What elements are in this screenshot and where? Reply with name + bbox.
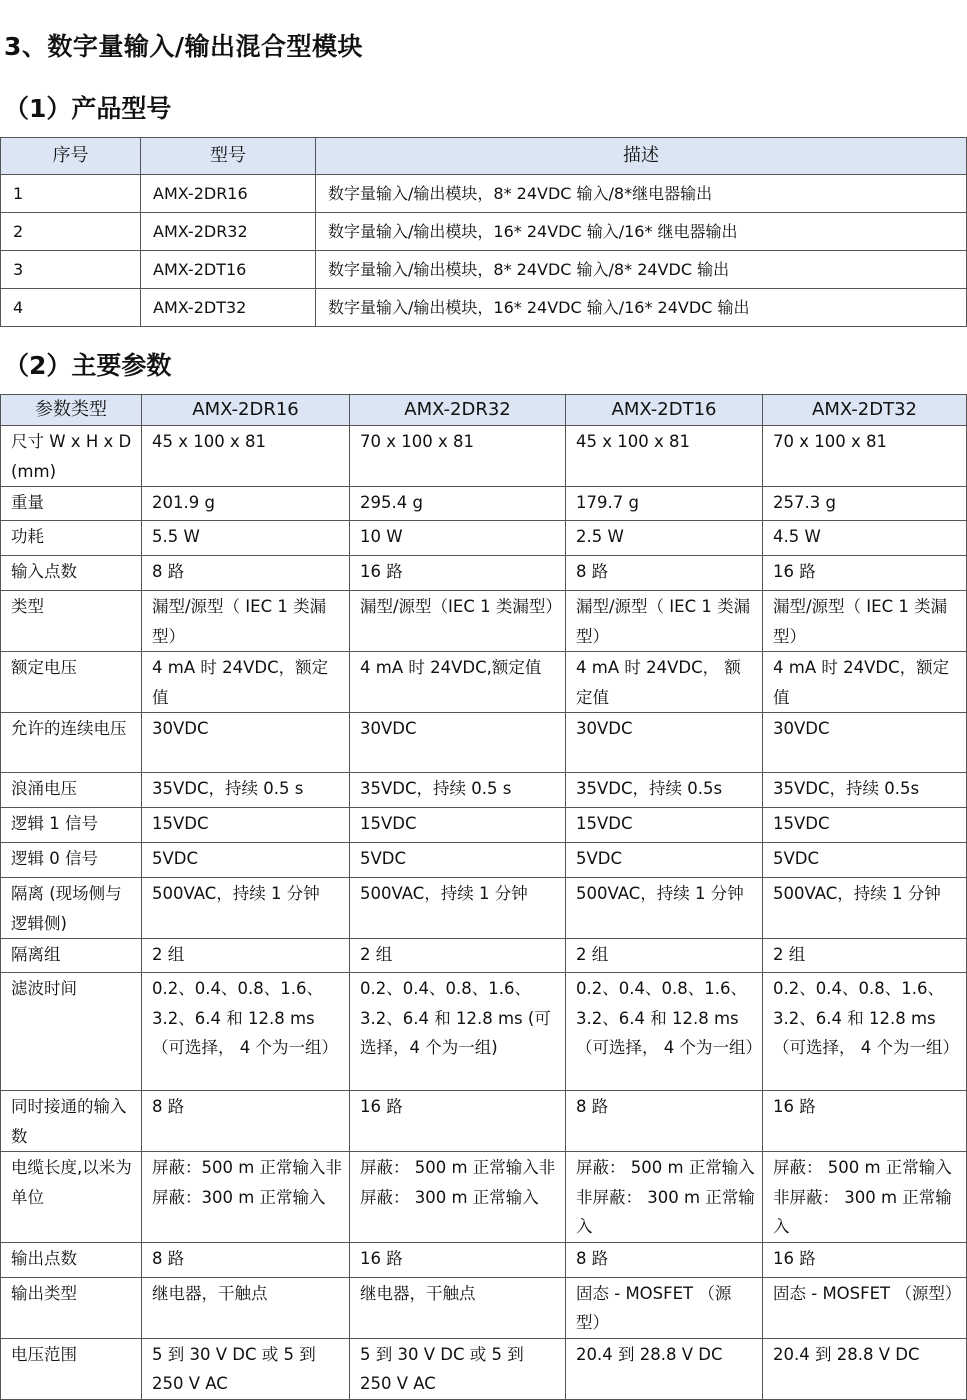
cell-param-name: 允许的连续电压: [1, 713, 142, 773]
cell-param-name: 隔离 (现场侧与逻辑侧): [1, 878, 142, 939]
cell-param-value: 16 路: [350, 1091, 566, 1152]
cell-param-value: 15VDC: [763, 808, 967, 843]
header-amx-2dt16: AMX-2DT16: [566, 395, 763, 426]
cell-param-name: 输入点数: [1, 556, 142, 591]
cell-param-value: 5VDC: [763, 843, 967, 878]
table-row: [1, 556, 967, 591]
cell-param-name: 重量: [1, 487, 142, 521]
cell-index: 1: [1, 175, 141, 213]
cell-param-value: 0.2、0.4、0.8、1.6、3.2、6.4 和 12.8 ms（可选择， 4 个为一组）: [763, 973, 967, 1091]
cell-description: 数字量输入/输出模块，16* 24VDC 输入/16* 继电器输出: [316, 213, 967, 251]
header-amx-2dt32: AMX-2DT32: [763, 395, 967, 426]
cell-param-value: 4 mA 时 24VDC，额定值: [763, 652, 967, 713]
cell-param-value: 屏蔽：500 m 正常输入非屏蔽：300 m 正常输入: [142, 1152, 350, 1243]
cell-param-name: 功耗: [1, 521, 142, 556]
table-row: [1, 591, 967, 652]
table-row: [1, 289, 967, 327]
table-row: [1, 808, 967, 843]
cell-param-value: 4 mA 时 24VDC， 额定值: [566, 652, 763, 713]
table-row: [1, 652, 967, 713]
cell-description: 数字量输入/输出模块，8* 24VDC 输入/8*继电器输出: [316, 175, 967, 213]
table-row: [1, 843, 967, 878]
cell-param-value: 5 到 30 V DC 或 5 到 250 V AC: [350, 1338, 566, 1399]
cell-param-value: 漏型/源型（ IEC 1 类漏型）: [142, 591, 350, 652]
cell-param-value: 8 路: [142, 1091, 350, 1152]
cell-param-value: 2.5 W: [566, 521, 763, 556]
header-model: 型号: [141, 138, 316, 175]
header-amx-2dr16: AMX-2DR16: [142, 395, 350, 426]
cell-param-name: 电缆长度,以米为单位: [1, 1152, 142, 1243]
cell-param-value: 漏型/源型（ IEC 1 类漏型）: [763, 591, 967, 652]
cell-param-value: 2 组: [350, 939, 566, 973]
params-header-row: [1, 395, 967, 426]
table-row: [1, 1242, 967, 1277]
cell-description: 数字量输入/输出模块，8* 24VDC 输入/8* 24VDC 输出: [316, 251, 967, 289]
cell-param-value: 15VDC: [350, 808, 566, 843]
cell-param-value: 继电器，干触点: [142, 1277, 350, 1338]
cell-param-value: 16 路: [350, 556, 566, 591]
cell-param-value: 屏蔽： 500 m 正常输入非屏蔽： 300 m 正常输入: [566, 1152, 763, 1243]
cell-param-value: 45 x 100 x 81: [566, 426, 763, 487]
table-row: [1, 878, 967, 939]
cell-param-value: 500VAC，持续 1 分钟: [763, 878, 967, 939]
cell-index: 4: [1, 289, 141, 327]
cell-param-value: 15VDC: [142, 808, 350, 843]
cell-param-value: 5VDC: [566, 843, 763, 878]
cell-param-value: 10 W: [350, 521, 566, 556]
cell-model: AMX-2DT32: [141, 289, 316, 327]
cell-param-value: 30VDC: [350, 713, 566, 773]
cell-param-name: 尺寸 W x H x D (mm): [1, 426, 142, 487]
cell-param-value: 30VDC: [142, 713, 350, 773]
subsection-title-models: （1）产品型号: [4, 94, 172, 123]
cell-param-value: 5VDC: [350, 843, 566, 878]
cell-param-value: 屏蔽： 500 m 正常输入非屏蔽： 300 m 正常输入: [763, 1152, 967, 1243]
models-table: [0, 137, 967, 327]
cell-param-name: 输出点数: [1, 1242, 142, 1277]
table-row: [1, 1338, 967, 1399]
table-row: [1, 426, 967, 487]
cell-param-name: 电压范围: [1, 1338, 142, 1399]
table-row: [1, 1277, 967, 1338]
header-description: 描述: [316, 138, 967, 175]
cell-param-value: 45 x 100 x 81: [142, 426, 350, 487]
cell-param-value: 漏型/源型（IEC 1 类漏型）: [350, 591, 566, 652]
cell-param-value: 2 组: [142, 939, 350, 973]
cell-description: 数字量输入/输出模块，16* 24VDC 输入/16* 24VDC 输出: [316, 289, 967, 327]
cell-param-value: 0.2、0.4、0.8、1.6、3.2、6.4 和 12.8 ms (可选择，4 个为一组): [350, 973, 566, 1091]
cell-param-value: 漏型/源型（ IEC 1 类漏型）: [566, 591, 763, 652]
cell-param-value: 8 路: [142, 1242, 350, 1277]
cell-index: 2: [1, 213, 141, 251]
cell-param-value: 15VDC: [566, 808, 763, 843]
cell-param-value: 0.2、0.4、0.8、1.6、3.2、6.4 和 12.8 ms（可选择， 4 个为一组）: [142, 973, 350, 1091]
cell-param-name: 隔离组: [1, 939, 142, 973]
cell-param-value: 4 mA 时 24VDC,额定值: [350, 652, 566, 713]
table-row: [1, 773, 967, 808]
cell-param-value: 70 x 100 x 81: [350, 426, 566, 487]
cell-param-value: 4.5 W: [763, 521, 967, 556]
cell-param-value: 16 路: [350, 1242, 566, 1277]
cell-model: AMX-2DR16: [141, 175, 316, 213]
header-amx-2dr32: AMX-2DR32: [350, 395, 566, 426]
cell-param-value: 20.4 到 28.8 V DC: [566, 1338, 763, 1399]
table-row: [1, 213, 967, 251]
cell-param-name: 逻辑 0 信号: [1, 843, 142, 878]
cell-param-value: 固态 - MOSFET （源型）: [566, 1277, 763, 1338]
subsection-title-params: （2）主要参数: [4, 351, 172, 380]
models-header-row: [1, 138, 967, 175]
table-row: [1, 487, 967, 521]
cell-param-value: 16 路: [763, 1091, 967, 1152]
cell-param-value: 继电器，干触点: [350, 1277, 566, 1338]
table-row: [1, 1152, 967, 1243]
params-table: [0, 394, 967, 1400]
cell-param-name: 输出类型: [1, 1277, 142, 1338]
cell-param-value: 70 x 100 x 81: [763, 426, 967, 487]
cell-param-value: 35VDC，持续 0.5 s: [350, 773, 566, 808]
cell-param-value: 8 路: [566, 1091, 763, 1152]
cell-param-value: 179.7 g: [566, 487, 763, 521]
table-row: [1, 175, 967, 213]
cell-param-value: 16 路: [763, 556, 967, 591]
cell-param-value: 8 路: [566, 556, 763, 591]
cell-param-value: 8 路: [566, 1242, 763, 1277]
cell-index: 3: [1, 251, 141, 289]
table-row: [1, 973, 967, 1091]
cell-param-value: 35VDC，持续 0.5s: [763, 773, 967, 808]
table-row: [1, 713, 967, 773]
cell-param-value: 5.5 W: [142, 521, 350, 556]
cell-param-value: 2 组: [566, 939, 763, 973]
table-row: [1, 251, 967, 289]
table-row: [1, 939, 967, 973]
cell-param-value: 屏蔽： 500 m 正常输入非屏蔽： 300 m 正常输入: [350, 1152, 566, 1243]
cell-param-value: 257.3 g: [763, 487, 967, 521]
cell-param-name: 额定电压: [1, 652, 142, 713]
section-title: 3、数字量输入/输出混合型模块: [4, 32, 364, 61]
cell-model: AMX-2DR32: [141, 213, 316, 251]
cell-param-value: 30VDC: [763, 713, 967, 773]
cell-param-name: 滤波时间: [1, 973, 142, 1091]
cell-param-value: 4 mA 时 24VDC，额定值: [142, 652, 350, 713]
cell-param-value: 500VAC，持续 1 分钟: [350, 878, 566, 939]
cell-param-value: 20.4 到 28.8 V DC: [763, 1338, 967, 1399]
cell-param-value: 500VAC，持续 1 分钟: [142, 878, 350, 939]
cell-param-value: 8 路: [142, 556, 350, 591]
cell-param-value: 35VDC，持续 0.5 s: [142, 773, 350, 808]
cell-param-value: 295.4 g: [350, 487, 566, 521]
cell-param-value: 0.2、0.4、0.8、1.6、3.2、6.4 和 12.8 ms（可选择， 4 个为一组）: [566, 973, 763, 1091]
cell-param-name: 逻辑 1 信号: [1, 808, 142, 843]
table-row: [1, 1091, 967, 1152]
cell-param-value: 500VAC，持续 1 分钟: [566, 878, 763, 939]
cell-param-name: 浪涌电压: [1, 773, 142, 808]
cell-param-value: 16 路: [763, 1242, 967, 1277]
cell-param-value: 35VDC，持续 0.5s: [566, 773, 763, 808]
header-index: 序号: [1, 138, 141, 175]
cell-param-value: 5VDC: [142, 843, 350, 878]
cell-param-value: 201.9 g: [142, 487, 350, 521]
cell-model: AMX-2DT16: [141, 251, 316, 289]
cell-param-value: 2 组: [763, 939, 967, 973]
cell-param-value: 5 到 30 V DC 或 5 到 250 V AC: [142, 1338, 350, 1399]
cell-param-name: 同时接通的输入数: [1, 1091, 142, 1152]
table-row: [1, 521, 967, 556]
header-param-type: 参数类型: [1, 395, 142, 426]
cell-param-value: 30VDC: [566, 713, 763, 773]
cell-param-value: 固态 - MOSFET （源型）: [763, 1277, 967, 1338]
cell-param-name: 类型: [1, 591, 142, 652]
